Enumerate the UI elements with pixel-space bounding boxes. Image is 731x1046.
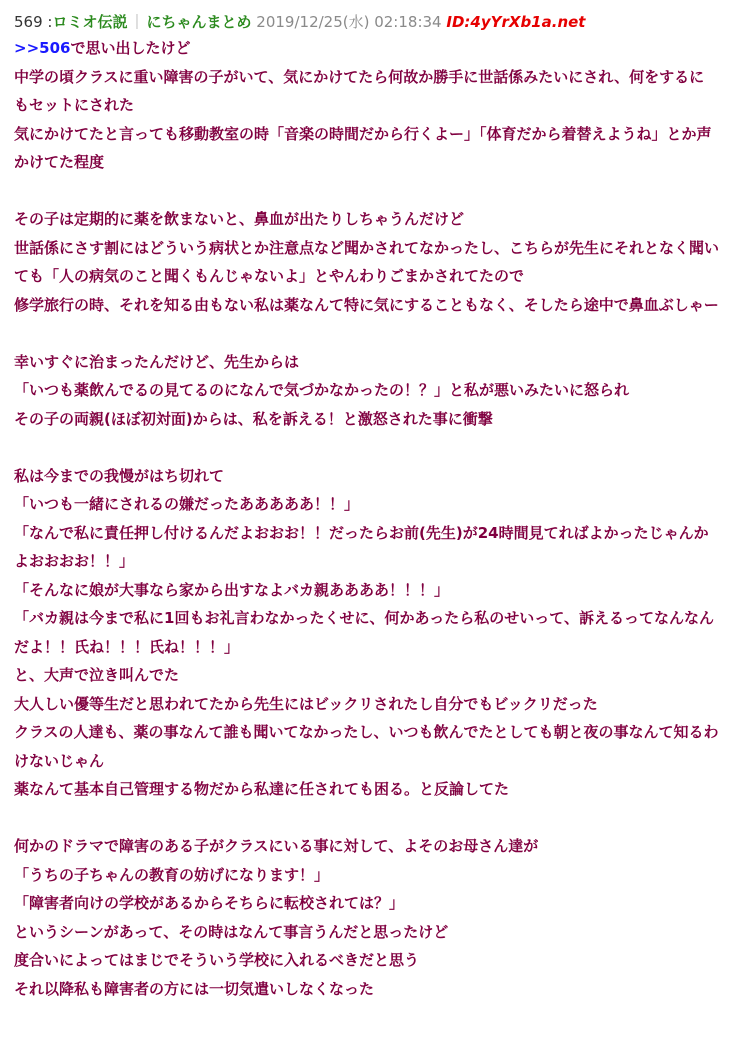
body-line: というシーンがあって、その時はなんて事言うんだと思ったけど bbox=[14, 922, 449, 941]
body-line: 「バカ親は今まで私に1回もお礼言わなかったくせに、何かあったら私のせいって、訴えるってなんなんだよ！！氏ね！！！氏ね！！！」 bbox=[14, 609, 714, 656]
poster-name-divider: ｜ bbox=[129, 13, 145, 31]
body-line: 「いつも薬飲んでるの見てるのになんで気づかなかったの！？」と私が悪いみたいに怒られ bbox=[14, 381, 630, 399]
body-line: 「そんなに娘が大事なら家から出すなよバカ親ああああ！！！」 bbox=[14, 580, 450, 599]
body-line: 薬なんて基本自己管理する物だから私達に任されても困る。と反論してた bbox=[14, 780, 510, 798]
reply-anchor-link[interactable]: >>506 bbox=[14, 39, 71, 57]
post-body bbox=[14, 34, 719, 1003]
body-line: 「障害者向けの学校があるからそちらに転校されては？」 bbox=[14, 894, 405, 912]
body-blank-line bbox=[14, 433, 719, 462]
body-line: 気にかけてたと言っても移動教室の時「音楽の時間だから行くよー」「体育だから着替えようね」とか声かけてた程度 bbox=[14, 124, 712, 171]
body-line: 「いつも一緒にされるの嫌だったあああああ！！」 bbox=[14, 495, 360, 513]
poster-name-part1: ロミオ伝説 bbox=[52, 13, 128, 31]
body-line: その子の両親(ほぼ初対面)からは、私を訴える！と激怒された事に衝撃 bbox=[14, 409, 493, 428]
post-date: 2019/12/25(水) 02:18:34 bbox=[256, 13, 442, 31]
body-line: 「なんで私に責任押し付けるんだよおおお！！だったらお前(先生)が24時間見てればよかったじゃんかよおおおお！！」 bbox=[14, 523, 709, 570]
poster-name bbox=[52, 13, 251, 31]
body-line: それ以降私も障害者の方には一切気遣いしなくなった bbox=[14, 979, 375, 998]
body-line: 何かのドラマで障害のある子がクラスにいる事に対して、よそのお母さん達が bbox=[14, 837, 539, 855]
body-line: 幸いすぐに治まったんだけど、先生からは bbox=[14, 352, 300, 371]
post-separator: : bbox=[42, 13, 53, 31]
poster-name-part2: にちゃんまとめ bbox=[146, 13, 252, 31]
body-line: 世話係にさす割にはどういう病状とか注意点など聞かされてなかったし、こちらが先生にそれとなく聞いても「人の病気のこと聞くもんじゃないよ」とやんわりごまかされてたので bbox=[14, 238, 720, 285]
body-line-text: で思い出したけど bbox=[70, 39, 191, 57]
post-number: 569 bbox=[14, 13, 43, 31]
body-line: クラスの人達も、薬の事なんて誰も聞いてなかったし、いつも飲んでたとしても朝と夜の事なんて知るわけないじゃん bbox=[14, 723, 719, 770]
body-blank-line bbox=[14, 177, 719, 206]
body-line: 「うちの子ちゃんの教育の妨げになります！」 bbox=[14, 865, 330, 884]
body-line: 中学の頃クラスに重い障害の子がいて、気にかけてたら何故か勝手に世話係みたいにされ、何をするにもセットにされた bbox=[14, 67, 705, 114]
body-blank-line bbox=[14, 804, 719, 833]
body-line bbox=[14, 34, 719, 63]
body-line: と、大声で泣き叫んでた bbox=[14, 666, 180, 684]
body-blank-line bbox=[14, 319, 719, 348]
body-line: その子は定期的に薬を飲まないと、鼻血が出たりしちゃうんだけど bbox=[14, 210, 465, 228]
body-line: 修学旅行の時、それを知る由もない私は薬なんて特に気にすることもなく、そしたら途中で鼻血ぶしゃー bbox=[14, 295, 719, 314]
body-line: 私は今までの我慢がはち切れて bbox=[14, 466, 225, 485]
post-id[interactable]: ID:4yYrXb1a.net bbox=[446, 13, 586, 31]
body-line: 度合いによってはまじでそういう学校に入れるべきだと思う bbox=[14, 951, 420, 969]
post-header bbox=[14, 10, 719, 34]
body-line: 大人しい優等生だと思われてたから先生にはビックリされたし自分でもビックリだった bbox=[14, 694, 598, 713]
